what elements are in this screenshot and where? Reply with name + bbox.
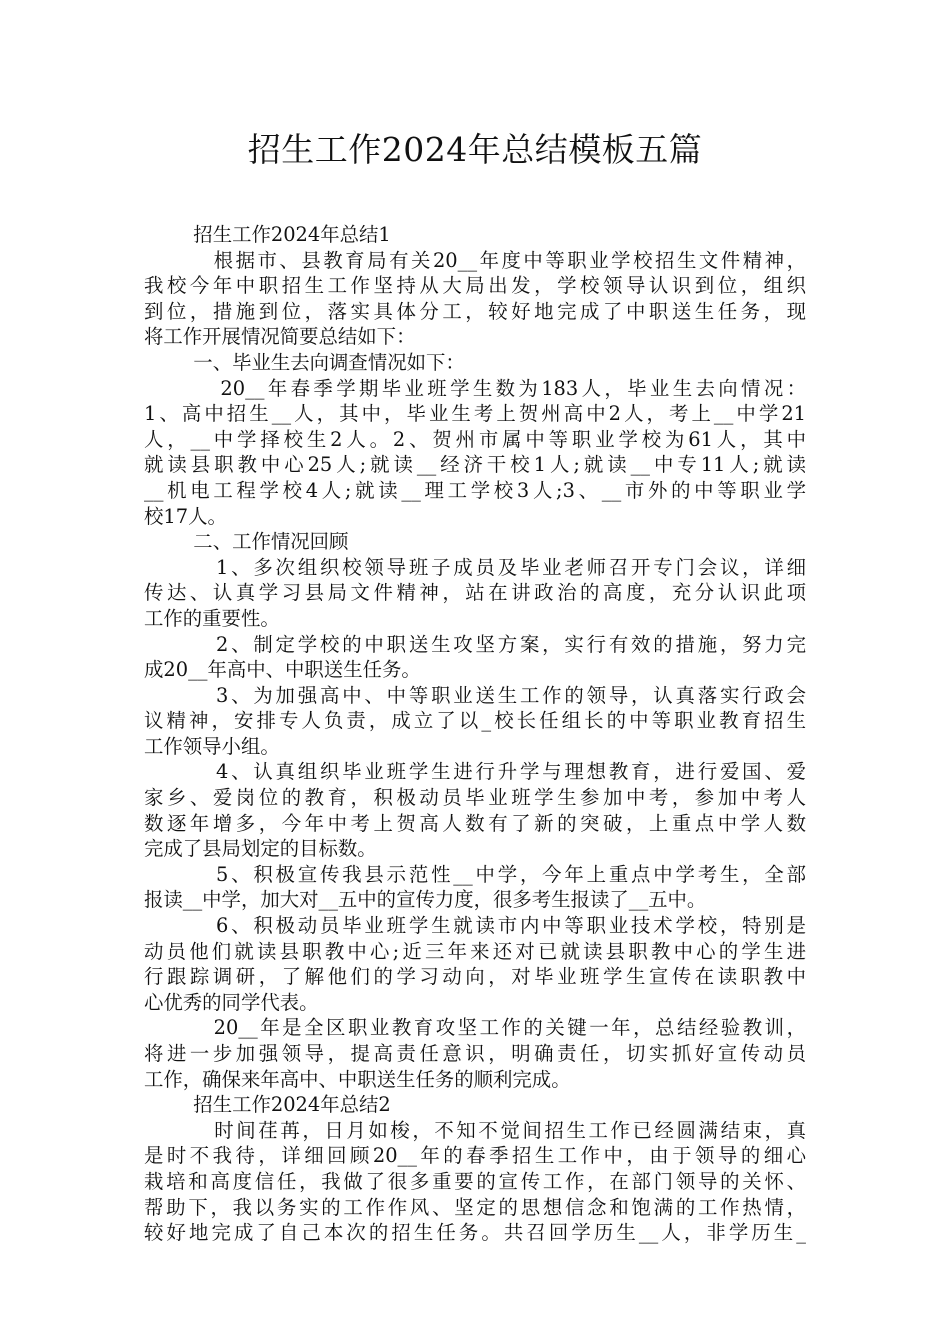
text-line: 一、毕业生去向调查情况如下： — [144, 350, 465, 374]
text-line: 将工作开展情况简要总结如下： — [144, 325, 416, 349]
text-line: 就读县职教中心25人;就读__经济干校1人;就读__中专11人;就读 — [144, 453, 806, 477]
text-line: 是时不我待，详细回顾20__年的春季招生工作中，由于领导的细心 — [144, 1144, 806, 1168]
text-line: 工作领导小组。 — [144, 734, 280, 758]
text-line: 招生工作2024年总结2 — [144, 1093, 391, 1117]
text-line: 帮助下，我以务实的工作作风、坚定的思想信念和饱满的工作热情， — [144, 1195, 806, 1219]
text-line: 心优秀的同学代表。 — [144, 990, 319, 1014]
text-line: 1、高中招生__人，其中，毕业生考上贺州高中2人，考上__中学21 — [144, 402, 806, 426]
text-line: 二、工作情况回顾 — [144, 530, 349, 554]
text-line: 我校今年中职招生工作坚持从大局出发，学校领导认识到位，组织 — [144, 274, 806, 298]
text-line: 工作，确保来年高中、中职送生任务的顺利完成。 — [144, 1067, 571, 1091]
text-line: 2、制定学校的中职送生攻坚方案，实行有效的措施，努力完 — [144, 632, 806, 656]
text-line: 动员他们就读县职教中心;近三年来还对已就读县职教中心的学生进 — [144, 939, 806, 963]
text-line: 根据市、县教育局有关20__年度中等职业学校招生文件精神， — [144, 248, 806, 272]
text-line: 议精神，安排专人负责，成立了以_校长任组长的中等职业教育招生 — [144, 709, 806, 733]
text-line: 20__年春季学期毕业班学生数为183人，毕业生去向情况： — [144, 376, 806, 400]
text-line: 数逐年增多，今年中考上贺高人数有了新的突破，上重点中学人数 — [144, 811, 806, 835]
text-line: 栽培和高度信任，我做了很多重要的宣传工作，在部门领导的关怀、 — [144, 1169, 806, 1193]
text-line: 3、为加强高中、中等职业送生工作的领导，认真落实行政会 — [144, 683, 806, 707]
text-line: 将进一步加强领导，提高责任意识，明确责任，切实抓好宣传动员 — [144, 1042, 806, 1065]
text-line: 5、积极宣传我县示范性__中学，今年上重点中学考生，全部 — [144, 862, 806, 886]
text-line: 20__年是全区职业教育攻坚工作的关键一年，总结经验教训， — [144, 1016, 806, 1040]
text-line: 招生工作2024年总结1 — [144, 223, 391, 246]
text-line: 成20__年高中、中职送生任务。 — [144, 658, 421, 682]
text-line: 报读__中学，加大对__五中的宣传力度，很多考生报读了__五中。 — [144, 888, 707, 912]
text-line: 6、积极动员毕业班学生就读市内中等职业技术学校，特别是 — [144, 914, 806, 938]
document-title: 招生工作2024年总结模板五篇 — [247, 130, 703, 169]
text-line: 行跟踪调研，了解他们的学习动向，对毕业班学生宣传在读职教中 — [144, 965, 806, 989]
text-line: 1、多次组织校领导班子成员及毕业老师召开专门会议，详细 — [144, 555, 806, 579]
text-line: 传达、认真学习县局文件精神，站在讲政治的高度，充分认识此项 — [144, 581, 806, 605]
text-line: 家乡、爱岗位的教育，积极动员毕业班学生参加中考，参加中考人 — [144, 786, 806, 810]
text-line: 人，__中学择校生2人。2、贺州市属中等职业学校为61人，其中 — [144, 427, 806, 451]
text-line: 工作的重要性。 — [144, 606, 280, 630]
text-line: 时间荏苒，日月如梭，不知不觉间招生工作已经圆满结束，真 — [144, 1118, 806, 1142]
text-line: 完成了县局划定的目标数。 — [144, 837, 377, 861]
text-line: __机电工程学校4人;就读__理工学校3人;3、__市外的中等职业学 — [144, 478, 806, 502]
document-body — [144, 222, 806, 1246]
text-line: 较好地完成了自己本次的招生任务。共召回学历生__人，非学历生_ — [144, 1221, 806, 1245]
text-line: 到位，措施到位，落实具体分工，较好地完成了中职送生任务，现 — [144, 299, 806, 323]
text-line: 校17人。 — [144, 504, 227, 528]
text-line: 4、认真组织毕业班学生进行升学与理想教育，进行爱国、爱 — [144, 760, 806, 784]
